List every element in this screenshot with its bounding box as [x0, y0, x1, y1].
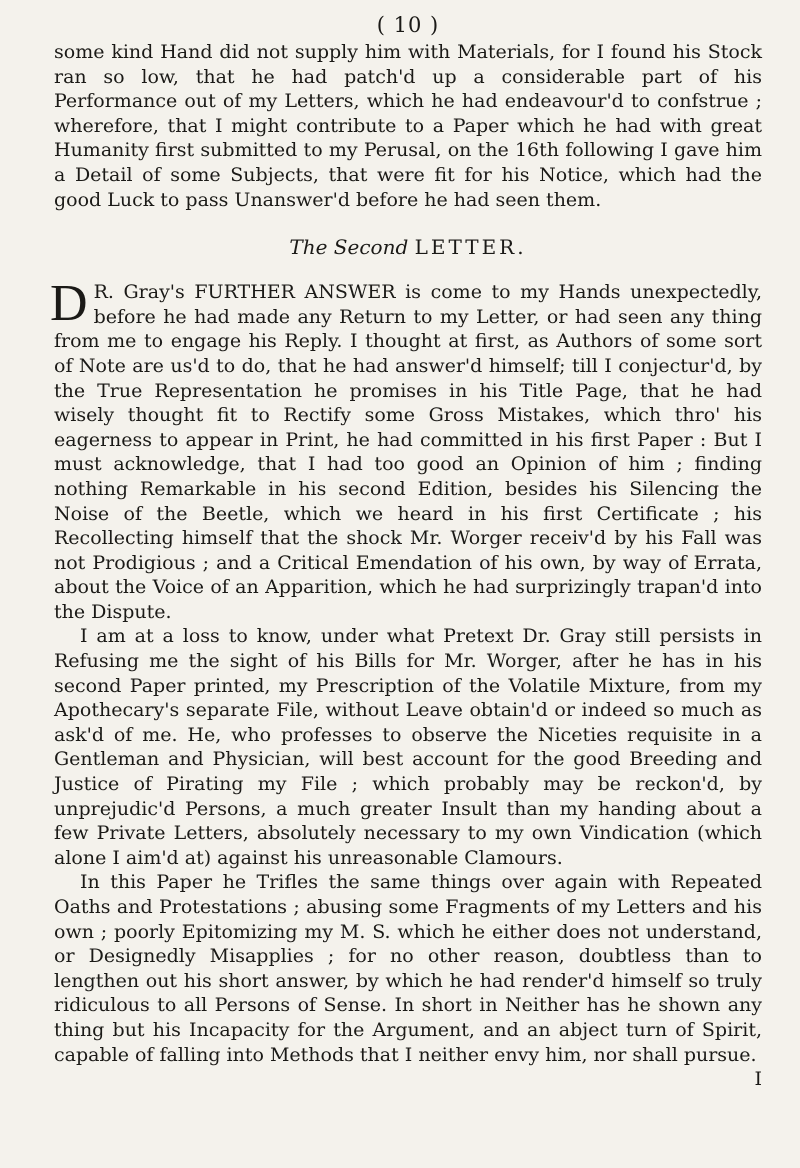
catchword: I [754, 1068, 762, 1091]
letter-paragraph-1-text: R. Gray's FURTHER ANSWER is come to my Hands unexpectedly, before he had made any Return to my Letter, or had seen any thing from me to engage his Reply. I thought at first, as Authors of some sort of Note are us'd to do, that he had answer'd himself; till I conjectur'd, by the True Representation he promises in his Title Page, that he had wisely thought fit to Rectify some Gross Mistakes, which thro' his eagerness to appear in Print, he had committed in his first Paper : But I must acknowledge, that I had too good an Opinion of him ; finding nothing Remarkable in his second Edition, besides his Silencing the Noise of the Beetle, which we heard in his first Certificate ; his Recollecting himself that the shock Mr. Worger receiv'd by his Fall was not Prodigious ; and a Critical Emendation of his own, by way of Errata, about the Voice of an Apparition, which he had surprizingly trapan'd into the Dispute. [54, 281, 762, 623]
drop-cap: D [50, 275, 88, 333]
intro-paragraph: some kind Hand did not supply him with Materials, for I found his Stock ran so low, that he had patch'd up a considerable part of his Performance out of my Letters, which he had endeavour'd to confstrue ; wherefore, that I might contribute to a Paper which he had with great Humanity first submitted to my Perusal, on the 16th following I gave him a Detail of some Subjects, that were fit for his Notice, which had the good Luck to pass Unanswer'd before he had seen them. [54, 41, 762, 211]
letter-paragraph-2: I am at a loss to know, under what Pretext Dr. Gray still persists in Refusing me the sight of his Bills for Mr. Worger, after he has in his second Paper printed, my Prescription of the Volatile Mixture, from my Apothecary's separate File, without Leave obtain'd or indeed so much as ask'd of me. He, who professes to observe the Niceties requisite in a Gentleman and Physician, will best account for the good Breeding and Justice of Pirating my File ; which probably may be reckon'd, by unprejudic'd Persons, a much greater Insult than my handing about a few Private Letters, absolutely necessary to my own Vindication (which alone I aim'd at) against his unreasonable Clamours. [54, 625, 762, 869]
letter-paragraph-3-text: In this Paper he Trifles the same things over again with Repeated Oaths and Protestations ; abusing some Fragments of my Letters and his own ; poorly Epitomizing my M. S. which he either does not understand, or Designedly Misapplies ; for no other reason, doubtless than to lengthen out his short answer, by which he had render'd himself so truly ridiculous to all Persons of Sense. In short in Neither has he shown any thing but his Incapacity for the Argument, and an abject turn of Spirit, capable of falling into Methods that I neither envy him, nor shall pursue. [54, 871, 762, 1066]
letter-paragraph-3 [54, 870, 762, 1091]
heading-caps: LETTER. [414, 235, 527, 260]
page-number: ( 10 ) [376, 13, 440, 37]
heading-italic: The Second [289, 235, 409, 260]
letter-paragraph-1 [50, 275, 762, 624]
section-heading [54, 234, 762, 260]
